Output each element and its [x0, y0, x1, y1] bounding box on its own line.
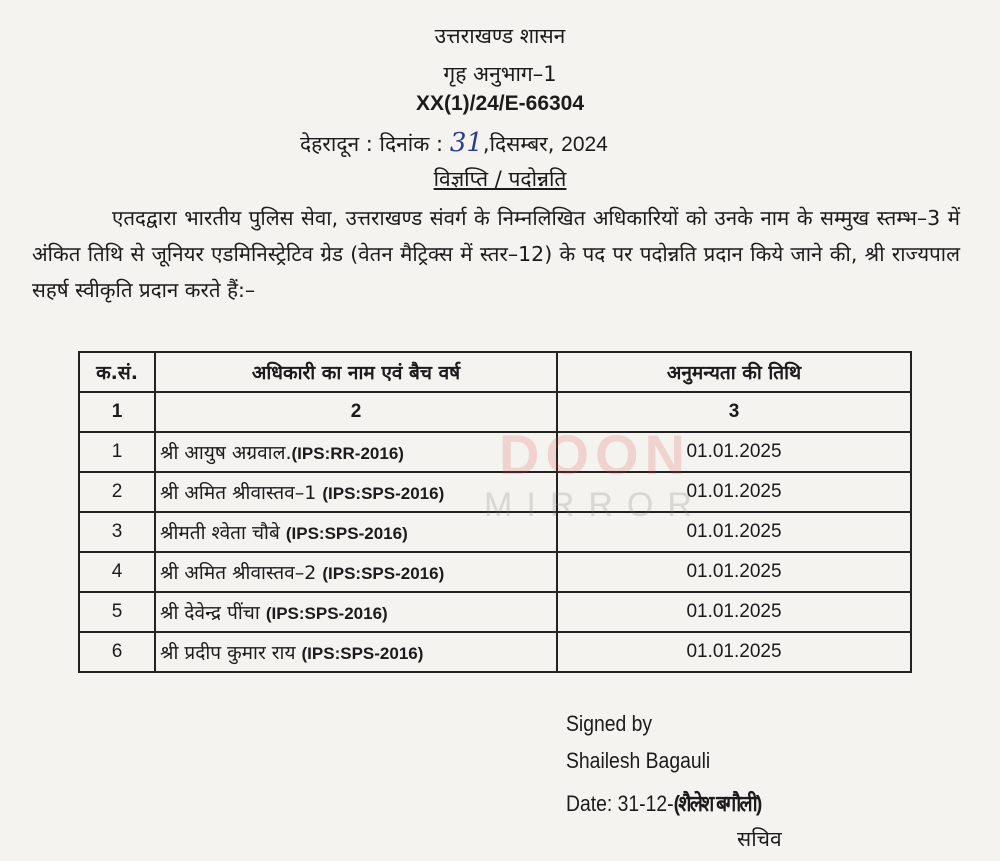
table-header-row [79, 352, 911, 392]
officer-batch: (IPS:RR-2016) [291, 444, 404, 463]
reference-number: XX(1)/24/E-66304 [415, 92, 585, 115]
signed-by-label: Signed by [566, 711, 653, 736]
row-officer [155, 432, 557, 472]
table-row [79, 592, 911, 632]
officer-batch: (IPS:SPS-2016) [322, 564, 445, 583]
officer-batch: (IPS:SPS-2016) [301, 644, 424, 663]
table-row [79, 512, 911, 552]
col-header-sno: क.सं. [79, 352, 155, 392]
officers-table [78, 351, 912, 673]
row-sno: 3 [79, 512, 155, 552]
date-month: ,दिसम्बर, [482, 132, 555, 156]
row-sno: 2 [79, 472, 155, 512]
row-sno: 6 [79, 632, 155, 672]
officer-name: श्री अमित श्रीवास्तव–1 [160, 482, 323, 504]
table-row [79, 632, 911, 672]
row-sno: 5 [79, 592, 155, 632]
row-date: 01.01.2025 [557, 552, 911, 592]
watermark-line1: DOON [499, 423, 691, 486]
row-date: 01.01.2025 [557, 512, 911, 552]
col-number-1: 1 [79, 392, 155, 432]
col-number-3: 3 [557, 392, 911, 432]
officer-batch: (IPS:SPS-2016) [322, 484, 445, 503]
row-officer [155, 472, 557, 512]
signature-date-text: Date: 31-12- [566, 791, 674, 816]
date-line [300, 128, 608, 158]
officer-name: श्री आयुष अग्रवाल. [160, 442, 292, 464]
body-text: एतदद्वारा भारतीय पुलिस सेवा, उत्तराखण्ड संवर्ग के निम्नलिखित अधिकारियों को उनके नाम के सम्मुख स्तम्भ–3 में अंकित तिथि से जूनियर एडमिनिस्ट्रेटिव ग्रेड (वेतन मैट्रिक्स में स्तर–12) के पद पर पदोन्नति प्रदान किये जाने की, श्री राज्यपाल सहर्ष स्वीकृति प्रदान करते हैं:– [32, 206, 960, 302]
notification-body [32, 200, 960, 308]
table-row [79, 552, 911, 592]
officer-name: श्रीमती श्वेता चौबे [160, 522, 286, 544]
row-officer [155, 512, 557, 552]
designation: सचिव [737, 827, 782, 851]
signature-date [566, 788, 761, 818]
row-date: 01.01.2025 [557, 432, 911, 472]
officer-name: श्री प्रदीप कुमार राय [160, 642, 302, 664]
row-sno: 4 [79, 552, 155, 592]
table-row [79, 472, 911, 512]
row-date: 01.01.2025 [557, 472, 911, 512]
officer-name: श्री देवेन्द्र पींचा [160, 602, 266, 624]
table-row [79, 432, 911, 472]
date-year: 2024 [561, 133, 608, 156]
column-number-row [79, 392, 911, 432]
col-header-name: अधिकारी का नाम एवं बैच वर्ष [155, 352, 557, 392]
officer-batch: (IPS:SPS-2016) [285, 524, 408, 543]
row-date: 01.01.2025 [557, 592, 911, 632]
col-header-date: अनुमन्यता की तिथि [557, 352, 911, 392]
row-officer [155, 632, 557, 672]
signatory-name: Shailesh Bagauli [566, 748, 711, 773]
government-heading: उत्तराखण्ड शासन [434, 24, 566, 48]
row-date: 01.01.2025 [557, 632, 911, 672]
officer-name: श्री अमित श्रीवास्तव–2 [160, 562, 323, 584]
handwritten-day: 31 [449, 128, 483, 158]
row-officer [155, 592, 557, 632]
officer-batch: (IPS:SPS-2016) [265, 604, 388, 623]
signatory-hindi-name: (शैलेश बगौली) [673, 791, 761, 816]
subject-text: विज्ञप्ति / पदोन्नति [433, 167, 567, 191]
col-number-2: 2 [155, 392, 557, 432]
subject-heading [0, 165, 1000, 193]
department-heading: गृह अनुभाग–1 [443, 62, 557, 86]
date-prefix: देहरादून : दिनांक : [300, 132, 444, 156]
watermark-line2: MIRROR [484, 486, 706, 524]
row-officer [155, 552, 557, 592]
row-sno: 1 [79, 432, 155, 472]
